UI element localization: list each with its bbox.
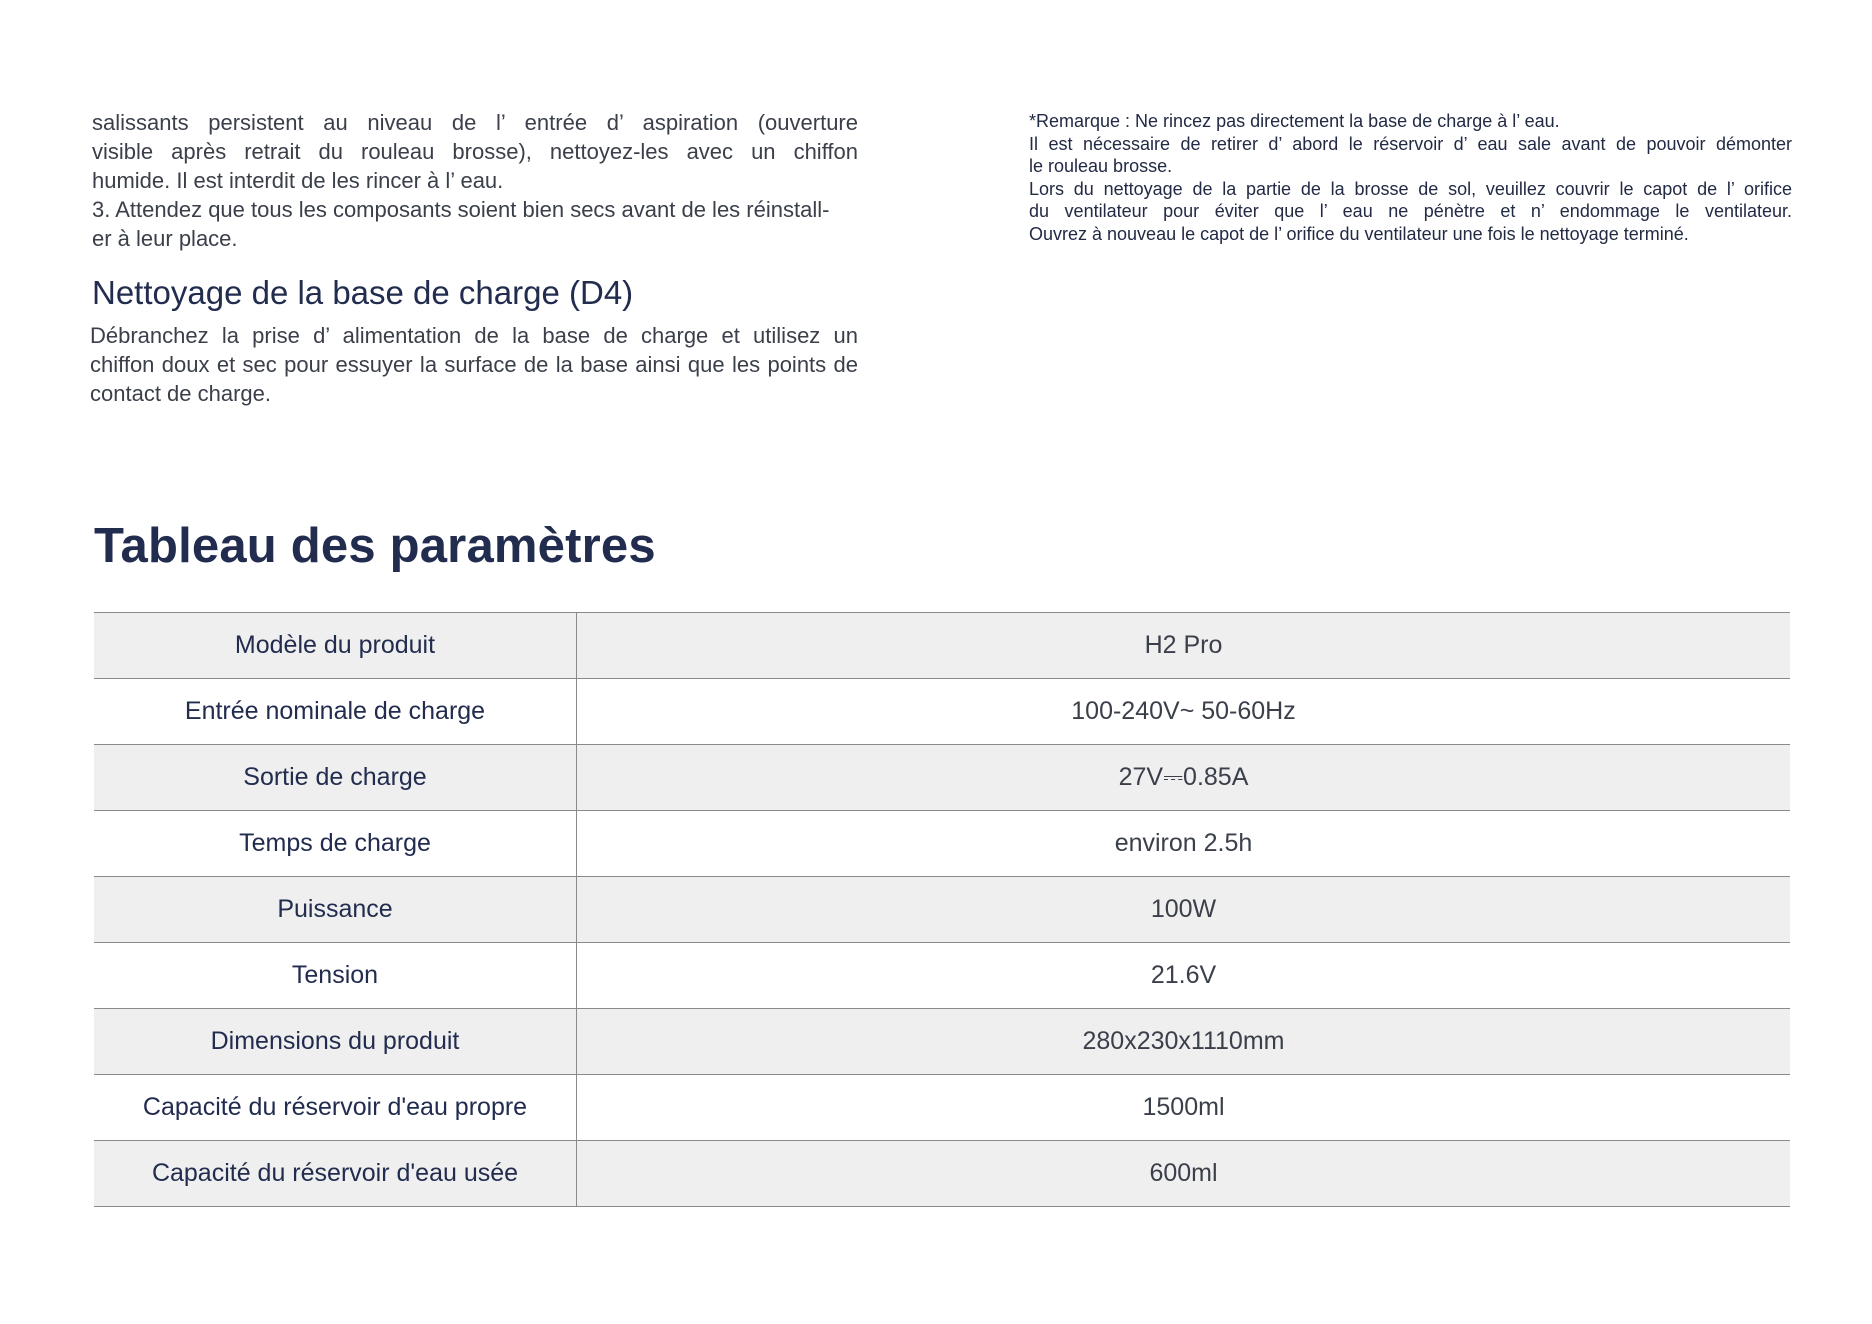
- table-row: [94, 1075, 1790, 1141]
- text-line: er à leur place.: [92, 226, 238, 251]
- param-value: 100-240V~ 50-60Hz: [577, 679, 1791, 745]
- param-label: Capacité du réservoir d'eau propre: [94, 1075, 577, 1141]
- text-line: contact de charge.: [90, 381, 272, 406]
- note-line: Ouvrez à nouveau le capot de l’ orifice du ventilateur une fois le nettoyage terminé.: [1029, 223, 1689, 244]
- base-cleaning-paragraph: [90, 321, 858, 408]
- param-value: 27V⎓0.85A: [577, 745, 1791, 811]
- params-title: Tableau des paramètres: [94, 519, 656, 573]
- section-title: Nettoyage de la base de charge (D4): [92, 274, 634, 311]
- table-row: [94, 877, 1790, 943]
- text-line: 3. Attendez que tous les composants soient bien secs avant de les réinstall-: [92, 197, 830, 222]
- param-value: environ 2.5h: [577, 811, 1791, 877]
- table-row: [94, 943, 1790, 1009]
- param-value: 280x230x1110mm: [577, 1009, 1791, 1075]
- param-value: 21.6V: [577, 943, 1791, 1009]
- param-label: Capacité du réservoir d'eau usée: [94, 1141, 577, 1207]
- text-line: visible après retrait du rouleau brosse), nettoyez-les avec un chiffon: [92, 139, 858, 164]
- param-label: Tension: [94, 943, 577, 1009]
- param-value: 600ml: [577, 1141, 1791, 1207]
- param-value: H2 Pro: [577, 613, 1791, 679]
- param-label: Sortie de charge: [94, 745, 577, 811]
- param-label: Puissance: [94, 877, 577, 943]
- param-value: 1500ml: [577, 1075, 1791, 1141]
- param-label: Modèle du produit: [94, 613, 577, 679]
- text-line: humide. Il est interdit de les rincer à l’ eau.: [92, 168, 504, 193]
- param-label: Temps de charge: [94, 811, 577, 877]
- note-line: le rouleau brosse.: [1029, 156, 1173, 177]
- note-line: *Remarque : Ne rincez pas directement la base de charge à l’ eau.: [1029, 111, 1560, 131]
- param-value: 100W: [577, 877, 1791, 943]
- left-column: [92, 108, 858, 408]
- note-line: Lors du nettoyage de la partie de la brosse de sol, veuillez couvrir le capot de l’ orifice: [1029, 178, 1792, 199]
- text-line: chiffon doux et sec pour essuyer la surface de la base ainsi que les points de: [90, 352, 858, 377]
- param-label: Dimensions du produit: [94, 1009, 577, 1075]
- table-row: [94, 745, 1790, 811]
- table-row: [94, 811, 1790, 877]
- table-row: [94, 679, 1790, 745]
- table-row: [94, 1009, 1790, 1075]
- text-line: salissants persistent au niveau de l’ entrée d’ aspiration (ouverture: [92, 110, 858, 135]
- cleaning-paragraph-2: [92, 195, 858, 253]
- cleaning-paragraph-1: [92, 108, 858, 195]
- param-label: Entrée nominale de charge: [94, 679, 577, 745]
- table-row: [94, 1141, 1790, 1207]
- text-line: Débranchez la prise d’ alimentation de la base de charge et utilisez un: [90, 323, 858, 348]
- table-row: [94, 613, 1790, 679]
- note-block: [1029, 110, 1792, 246]
- params-table: [94, 612, 1790, 1207]
- note-line: Il est nécessaire de retirer d’ abord le réservoir d’ eau sale avant de pouvoir démonter: [1029, 133, 1792, 154]
- note-line: du ventilateur pour éviter que l’ eau ne pénètre et n’ endommage le ventilateur.: [1029, 201, 1792, 222]
